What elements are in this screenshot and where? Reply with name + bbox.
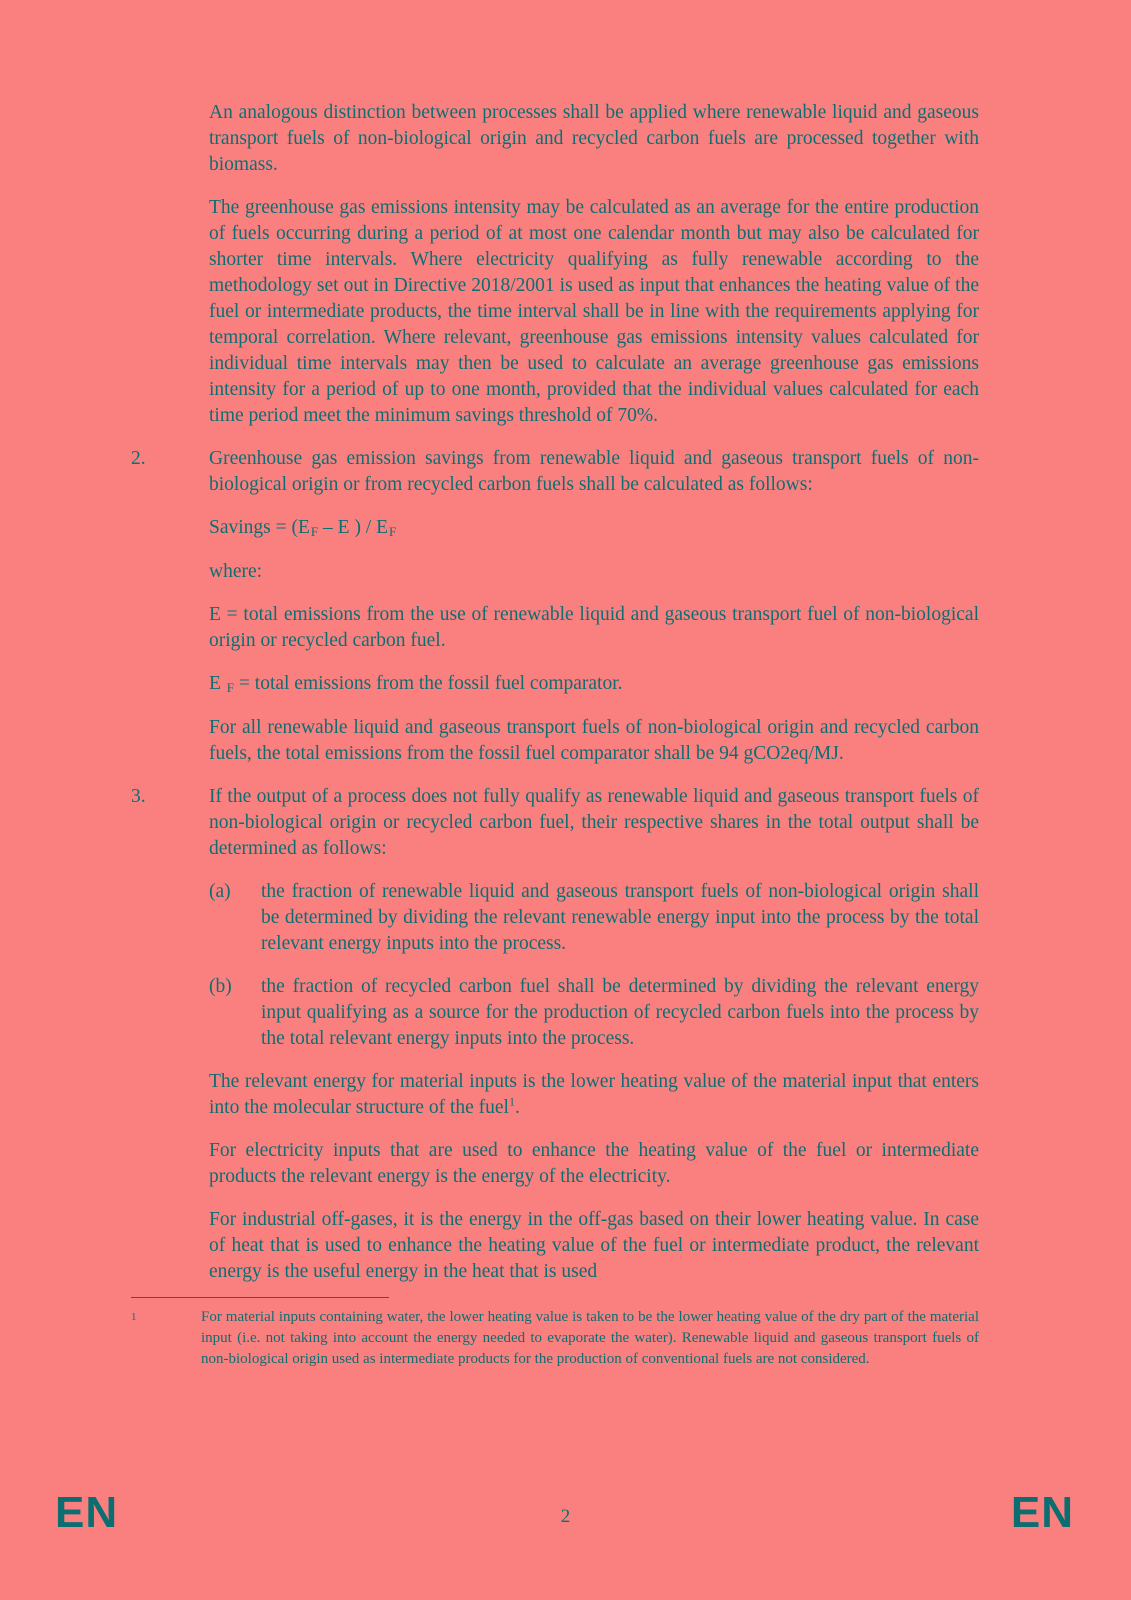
list-item-3-text: If the output of a process does not fully qualify as renewable liquid and gaseous transport fuels of non-biological origin or recycled carbon fuel, their respective shares in the total output shall be determined as follows: xyxy=(209,786,979,859)
list-item-2-text: Greenhouse gas emission savings from renewable liquid and gaseous transport fuels of non-biological origin or from recycled carbon fuels shall be calculated as follows: xyxy=(209,448,979,495)
footnote-reference-1[interactable]: 1 xyxy=(508,1094,515,1109)
formula-prefix: Savings = (E xyxy=(209,517,310,538)
definition-ef-prefix: E xyxy=(209,673,226,694)
list-item-2-number: 2. xyxy=(131,448,146,469)
formula-subscript-f1: F xyxy=(310,524,319,539)
formula-subscript-f2: F xyxy=(389,524,397,539)
sub-item-a-label: (a) xyxy=(209,881,231,902)
paragraph-ghg-intensity xyxy=(131,195,979,429)
footnote-area xyxy=(131,1297,979,1370)
list-item-3-number: 3. xyxy=(131,786,146,807)
sub-item-b xyxy=(209,974,979,1052)
sub-item-a xyxy=(209,879,979,957)
page-number: 2 xyxy=(560,1506,571,1527)
list-item-2 xyxy=(131,446,979,498)
where-label-row xyxy=(131,559,979,585)
definition-e xyxy=(131,602,979,654)
paragraph-ghg-intensity-text: The greenhouse gas emissions intensity may be calculated as an average for the entire production of fuels occurring during a period of at most one calendar month but may also be calculated for shorter time intervals. Where electricity qualifying as fully renewable according to the methodology set out in Directive 2018/2001 is used as input that enhances the heating value of the fuel or intermediate products, the time interval shall be in line with the requirements applying for temporal correlation. Where relevant, greenhouse gas emissions intensity values calculated for individual time intervals may then be used to calculate an average greenhouse gas emissions intensity for a period of up to one month, provided that the individual values calculated for each time period meet the minimum savings threshold of 70%. xyxy=(209,197,979,426)
material-inputs-prefix: The relevant energy for material inputs is the lower heating value of the material input that enters into the molecular structure of the fuel xyxy=(209,1071,979,1118)
paragraph-material-inputs xyxy=(131,1069,979,1121)
footnote-1-mark: 1 xyxy=(131,1311,137,1323)
footnote-1-text: For material inputs containing water, the lower heating value is taken to be the lower heating value of the dry part of the material input (i.e. not taking into account the energy needed to evaporate the water). Renewable liquid and gaseous transport fuels of non-biological origin used as intermediate products for the production of conventional fuels are not considered. xyxy=(201,1309,979,1367)
list-item-3 xyxy=(131,784,979,862)
where-label: where: xyxy=(209,561,263,582)
sub-item-b-label: (b) xyxy=(209,976,232,997)
formula-savings xyxy=(131,515,979,542)
sub-item-a-text: the fraction of renewable liquid and gaseous transport fuels of non-biological origin shall be determined by dividing the relevant renewable energy input into the process by the total relevant energy inputs into the process. xyxy=(261,881,979,954)
paragraph-comparator-text: For all renewable liquid and gaseous transport fuels of non-biological origin and recycled carbon fuels, the total emissions from the fossil fuel comparator shall be 94 gCO2eq/MJ. xyxy=(209,717,979,764)
paragraph-electricity-inputs-text: For electricity inputs that are used to enhance the heating value of the fuel or intermediate products the relevant energy is the energy of the electricity. xyxy=(209,1140,979,1187)
footnote-separator xyxy=(131,1297,389,1298)
paragraph-offgases-text: For industrial off-gases, it is the energy in the off-gas based on their lower heating value. In case of heat that is used to enhance the heating value of the fuel or intermediate product, the relevant energy is the useful energy in the heat that is used xyxy=(209,1209,979,1282)
paragraph-material-inputs-text xyxy=(209,1069,979,1121)
paragraph-analogous-text: An analogous distinction between processes shall be applied where renewable liquid and gaseous transport fuels of non-biological origin and recycled carbon fuels are processed together with biomass. xyxy=(209,102,979,175)
page-content xyxy=(131,100,979,1302)
paragraph-analogous xyxy=(131,100,979,178)
definition-ef-subscript: F xyxy=(226,680,235,695)
paragraph-electricity-inputs xyxy=(131,1138,979,1190)
definition-ef-text xyxy=(209,671,979,698)
sub-item-b-text: the fraction of recycled carbon fuel shall be determined by dividing the relevant energy input qualifying as a source for the production of recycled carbon fuels into the process by the total relevant energy inputs into the process. xyxy=(261,976,979,1049)
language-marker-left: EN xyxy=(55,1488,119,1537)
definition-ef xyxy=(131,671,979,698)
paragraph-offgases xyxy=(131,1207,979,1285)
definition-e-text: E = total emissions from the use of renewable liquid and gaseous transport fuel of non-biological origin or recycled carbon fuel. xyxy=(209,604,979,651)
material-inputs-suffix: . xyxy=(514,1097,520,1118)
definition-ef-rest: = total emissions from the fossil fuel comparator. xyxy=(234,673,623,694)
paragraph-comparator xyxy=(131,715,979,767)
language-marker-right: EN xyxy=(1010,1488,1074,1537)
formula-mid: – E ) / E xyxy=(318,517,389,538)
formula-savings-text xyxy=(209,515,979,542)
footnote-1 xyxy=(131,1307,979,1370)
